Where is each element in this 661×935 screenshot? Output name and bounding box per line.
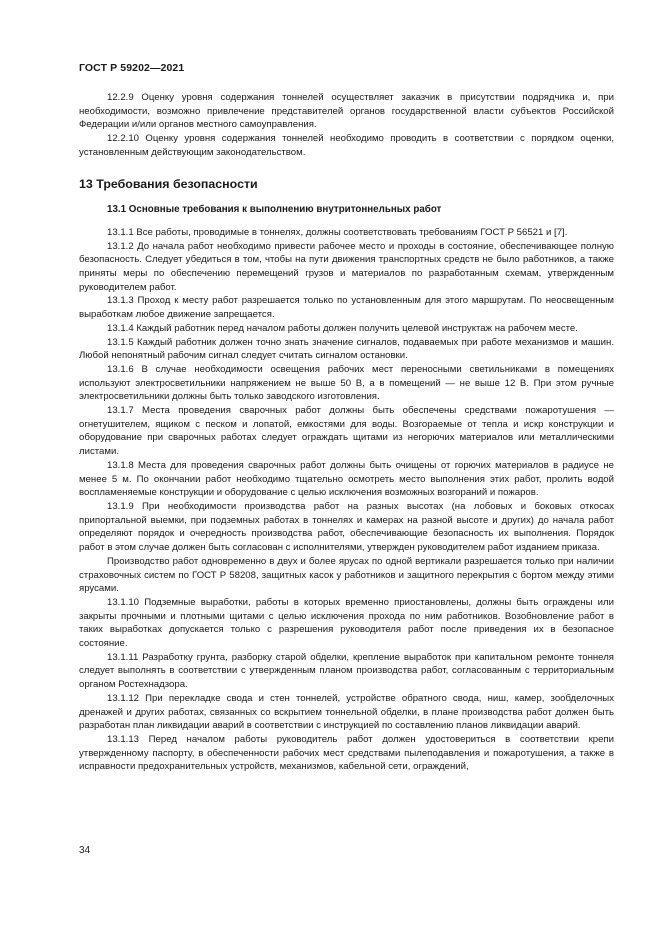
paragraph-13-1-9: 13.1.9 При необходимости производства работ на разных высотах (на лобовых и боковых откосах припортальной выемки, при подземных работах в тоннелях и камерах на разной высоте и других) до начала работ определяют порядок и очередность производства работ, обеспечивающие безопасность их выполнения. Порядок работ в этом случае должен быть согласован с исполнителями, утвержден руководителем работ изданием приказа. [79, 500, 614, 554]
document-body [79, 91, 614, 774]
paragraph-13-1-2: 13.1.2 До начала работ необходимо привести рабочее место и проходы в состояние, обеспечивающее полную безопасность. Следует убедиться в том, чтобы на пути движения транспортных средств не было работников, а также приняты меры по обеспечению перемещений грузов и материалов по разработанным схемам, утвержденным руководителем работ. [79, 240, 614, 293]
paragraph-13-1-8: 13.1.8 Места для проведения сварочных работ должны быть очищены от горючих материалов в радиусе не менее 5 м. По окончании работ необходимо тщательно осмотреть место выполнения этих работ, пролить водой воспламеняемые конструкции и оборудование с целью исключения возможных возгораний и пожаров. [79, 459, 614, 499]
paragraph-13-1-3: 13.1.3 Проход к месту работ разрешается только по установленным для этого маршрутам. По неосвещенным выработкам любое движение запрещается. [79, 295, 614, 321]
paragraph-13-1-6: 13.1.6 В случае необходимости освещения рабочих мест переносными светильниками в помещениях используют электросветильники напряжением не выше 50 В, а в помещений — не выше 12 В. При этом ручные электросветильники должны быть только заводского изготовления. [79, 363, 614, 403]
subsection-title: 13.1 Основные требования к выполнению внутритоннельных работ [107, 204, 442, 216]
document-header: ГОСТ Р 59202—2021 [79, 62, 185, 74]
paragraph-13-1-7: 13.1.7 Места проведения сварочных работ должны быть обеспечены средствами пожаротушения — огнетушителем, ящиком с песком и лопатой, емкостями для воды. Возгораемые от тепла и искр конструкции и оборудование при сварочных работах следует ограждать щитами из негорючих материалов или металлическими листами. [79, 405, 614, 458]
paragraph-13-1-5: 13.1.5 Каждый работник должен точно знать значение сигналов, подаваемых при работе механизмов и машин. Любой непонятный рабочим сигнал следует считать сигналом остановки. [79, 336, 614, 362]
paragraph-13-1-4: 13.1.4 Каждый работник перед началом работы должен получить целевой инструктаж на рабочем месте. [107, 322, 578, 334]
page-number: 34 [79, 845, 91, 856]
paragraph-13-1-1: 13.1.1 Все работы, проводимые в тоннелях, должны соответствовать требованиям ГОСТ Р 56521 и [7]. [107, 226, 568, 238]
paragraph-13-1-9-continued: Производство работ одновременно в двух и более ярусах по одной вертикали разрешается только при наличии страховочных систем по ГОСТ Р 58208, защитных касок у работников и защитного перекрытия с бортом между этими ярусами. [79, 555, 614, 595]
paragraph-12-2-9: 12.2.9 Оценку уровня содержания тоннелей осуществляет заказчик в присутствии подрядчика и, при необходимости, возможно привлечение представителей органов государственной власти субъектов Российской Федерации и/или органов местного самоуправления. [79, 92, 614, 131]
paragraph-12-2-10: 12.2.10 Оценку уровня содержания тоннелей необходимо проводить в соответствии с порядком оценки, установленным действующим законодательством. [79, 133, 614, 158]
paragraph-13-1-11: 13.1.11 Разработку грунта, разборку старой обделки, крепление выработок при капитальном ремонте тоннеля следует выполнять в соответствии с утвержденным планом производства работ, согласованным с территориальным органом Ростехнадзора. [79, 651, 614, 691]
paragraph-13-1-10: 13.1.10 Подземные выработки, работы в которых временно приостановлены, должны быть ограждены или закрыты прочными и плотными щитами с целью исключения прохода по ним работников. Возобновление работ в таких выработках допускается только с разрешения руководителя работ после приведения их в безопасное состояние. [79, 596, 614, 650]
section-title: 13 Требования безопасности [79, 176, 258, 191]
paragraph-13-1-12: 13.1.12 При перекладке свода и стен тоннелей, устройстве обратного свода, ниш, камер, зообделочных дренажей и других работах, связанных со вскрытием тоннельной обделки, в плане производства работ должен быть разработан план ликвидации аварий в соответствии с инструкцией по составлению планов ликвидации аварий. [79, 692, 614, 732]
paragraph-13-1-13: 13.1.13 Перед началом работы руководитель работ должен удостовериться в соответствии крепи утвержденному паспорту, в обеспеченности рабочих мест средствами пылеподавления и пожаротушения, а также в исправности предохранительных устройств, механизмов, кабельной сети, ограждений, [79, 733, 614, 773]
